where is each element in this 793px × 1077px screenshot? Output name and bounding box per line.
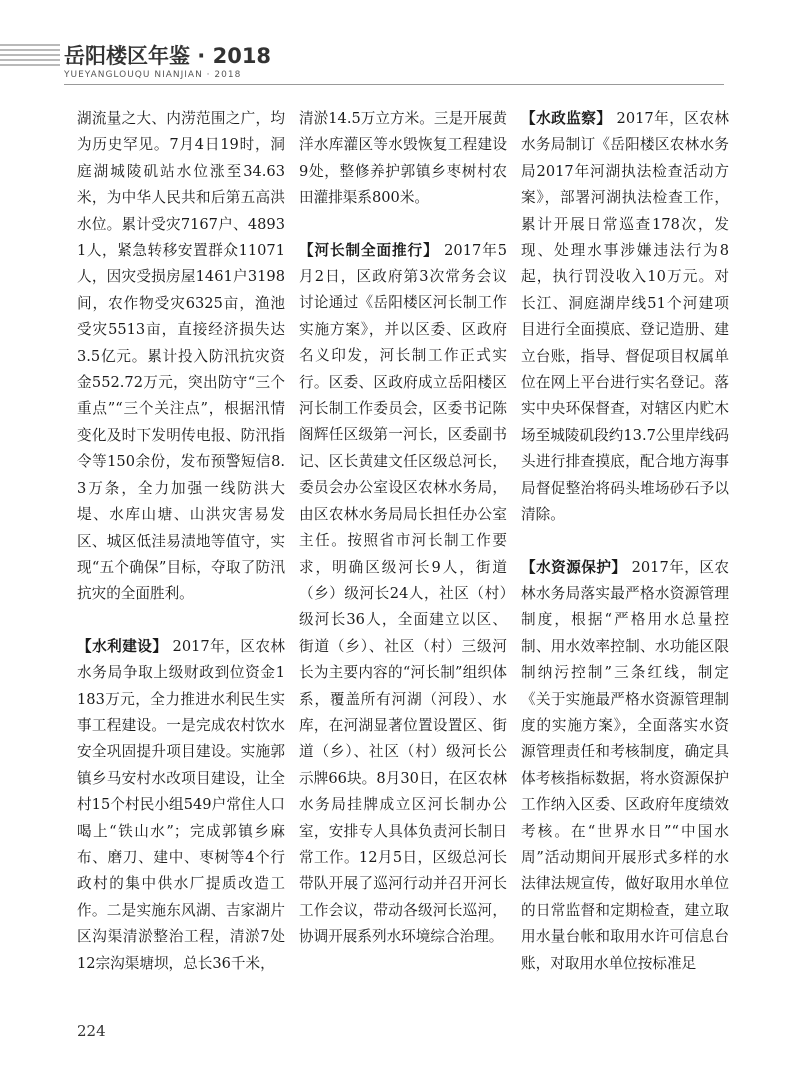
book-subtitle: YUEYANGLOUQU NIANJIAN · 2018 xyxy=(64,70,242,80)
paragraph-text: 湖流量之大、内涝范围之广，均为历史罕见。7月4日19时，洞庭湖城陵矶站水位涨至34.63米，为中华人民共和后第五高洪水位。累计受灾7167户、48931人，紧急转移安置群众11071人，因灾受损房屋1461户3198间，农作物受灾6325亩，渔池受灾5513亩，直接经济损失达3.5亿元。累计投入防汛抗灾资金552.72万元，突出防守“三个重点”“三个关注点”，根据汛情变化及时下发明传电报、防汛指令等150余份，发布预警短信8.3万条，全力加强一线防洪大堤、水库山塘、山洪灾害易发区、城区低洼易渍地等值守，实现“五个确保”目标，夺取了防汛抗灾的全面胜利。 xyxy=(77,110,285,603)
section-heading: 【水资源保护】 xyxy=(521,558,627,576)
section-heading: 【水政监察】 xyxy=(521,110,612,127)
paragraph-text: 清淤14.5万立方米。三是开展黄洋水库灌区等水毁恢复工程建设9处，整修养护郭镇乡枣树村农田灌排渠系800米。 xyxy=(299,110,507,207)
paragraph-text: 2017年，区农林水务局争取上级财政到位资金1183万元，全力推进水利民生实事工程建设。一是完成农村饮水安全巩固提升项目建设。实施郭镇乡马安村水改项目建设，让全村15个村民小组549户常住人口喝上“铁山水”；完成郭镇乡麻布、磨刀、建中、枣树等4个行政村的集中供水厂提质改造工作。二是实施东风湖、吉家湖片区沟渠清淤整治工程，清淤7处12宗沟渠塘坝，总长36千米， xyxy=(77,637,286,972)
paragraph xyxy=(77,106,285,608)
paragraph xyxy=(77,634,285,977)
header-stripes-decoration xyxy=(0,44,60,69)
paragraph xyxy=(299,238,507,951)
paragraph xyxy=(299,106,507,212)
paragraph xyxy=(521,106,729,529)
text-column-1 xyxy=(77,106,285,977)
section-heading: 【水利建设】 xyxy=(77,637,168,655)
text-column-2 xyxy=(299,106,507,951)
header-rule xyxy=(64,84,724,85)
book-title: 岳阳楼区年鉴 · 2018 xyxy=(64,44,272,68)
section-heading: 【河长制全面推行】 xyxy=(299,241,439,259)
paragraph-text: 2017年，区农林水务局落实最严格水资源管理制度，根据“严格用水总量控制、用水效率控制、水功能区限制纳污控制”三条红线，制定《关于实施最严格水资源管理制度的实施方案》，全面落实水资源管理责任和考核制度，确定具体考核指标数据，将水资源保护工作纳入区委、区政府年度绩效考核。在“世界水日”“中国水周”活动期间开展形式多样的水法律法规宣传，做好取用水单位的日常监督和定期检查，建立取用水量台帐和取用水许可信息台账，对取用水单位按标准足 xyxy=(521,558,729,972)
paragraph xyxy=(521,555,729,978)
page-header xyxy=(0,0,793,90)
paragraph-text: 2017年5月2日，区政府第3次常务会议讨论通过《岳阳楼区河长制工作实施方案》，并以区委、区政府名义印发，河长制工作正式实行。区委、区政府成立岳阳楼区河长制工作委员会，区委书记陈阁辉任区级第一河长，区委副书记、区长黄建文任区级总河长，委员会办公室设区农林水务局，由区农林水务局局长担任办公室主任。按照省市河长制工作要求，明确区级河长9人，街道（乡）级河长24人，社区（村）级河长36人，全面建立以区、街道（乡）、社区（村）三级河长为主要内容的“河长制”组织体系，覆盖所有河湖（河段）、水库，在河湖显著位置设置区、街道（乡）、社区（村）级河长公示牌66块。8月30日，在区农林水务局挂牌成立区河长制办公室，安排专人具体负责河长制日常工作。12月5日，区级总河长带队开展了巡河行动并召开河长工作会议，带动各级河长巡河，协调开展系列水环境综合治理。 xyxy=(299,241,507,946)
text-column-3 xyxy=(521,106,729,977)
paragraph-text: 2017年，区农林水务局制订《岳阳楼区农林水务局2017年河湖执法检查活动方案》，部署河湖执法检查工作，累计开展日常巡查178次，发现、处理水事涉嫌违法行为8起，执行罚没收入10万元。对长江、洞庭湖岸线51个河建项目进行全面摸底、登记造册、建立台账，指导、督促项目权属单位在网上平台进行实名登记。落实中央环保督查，对辖区内贮木场至城陵矶段约13.7公里岸线码头进行排查摸底，配合地方海事局督促整治将码头堆场砂石予以清除。 xyxy=(521,110,730,524)
page-number: 224 xyxy=(77,1022,106,1040)
